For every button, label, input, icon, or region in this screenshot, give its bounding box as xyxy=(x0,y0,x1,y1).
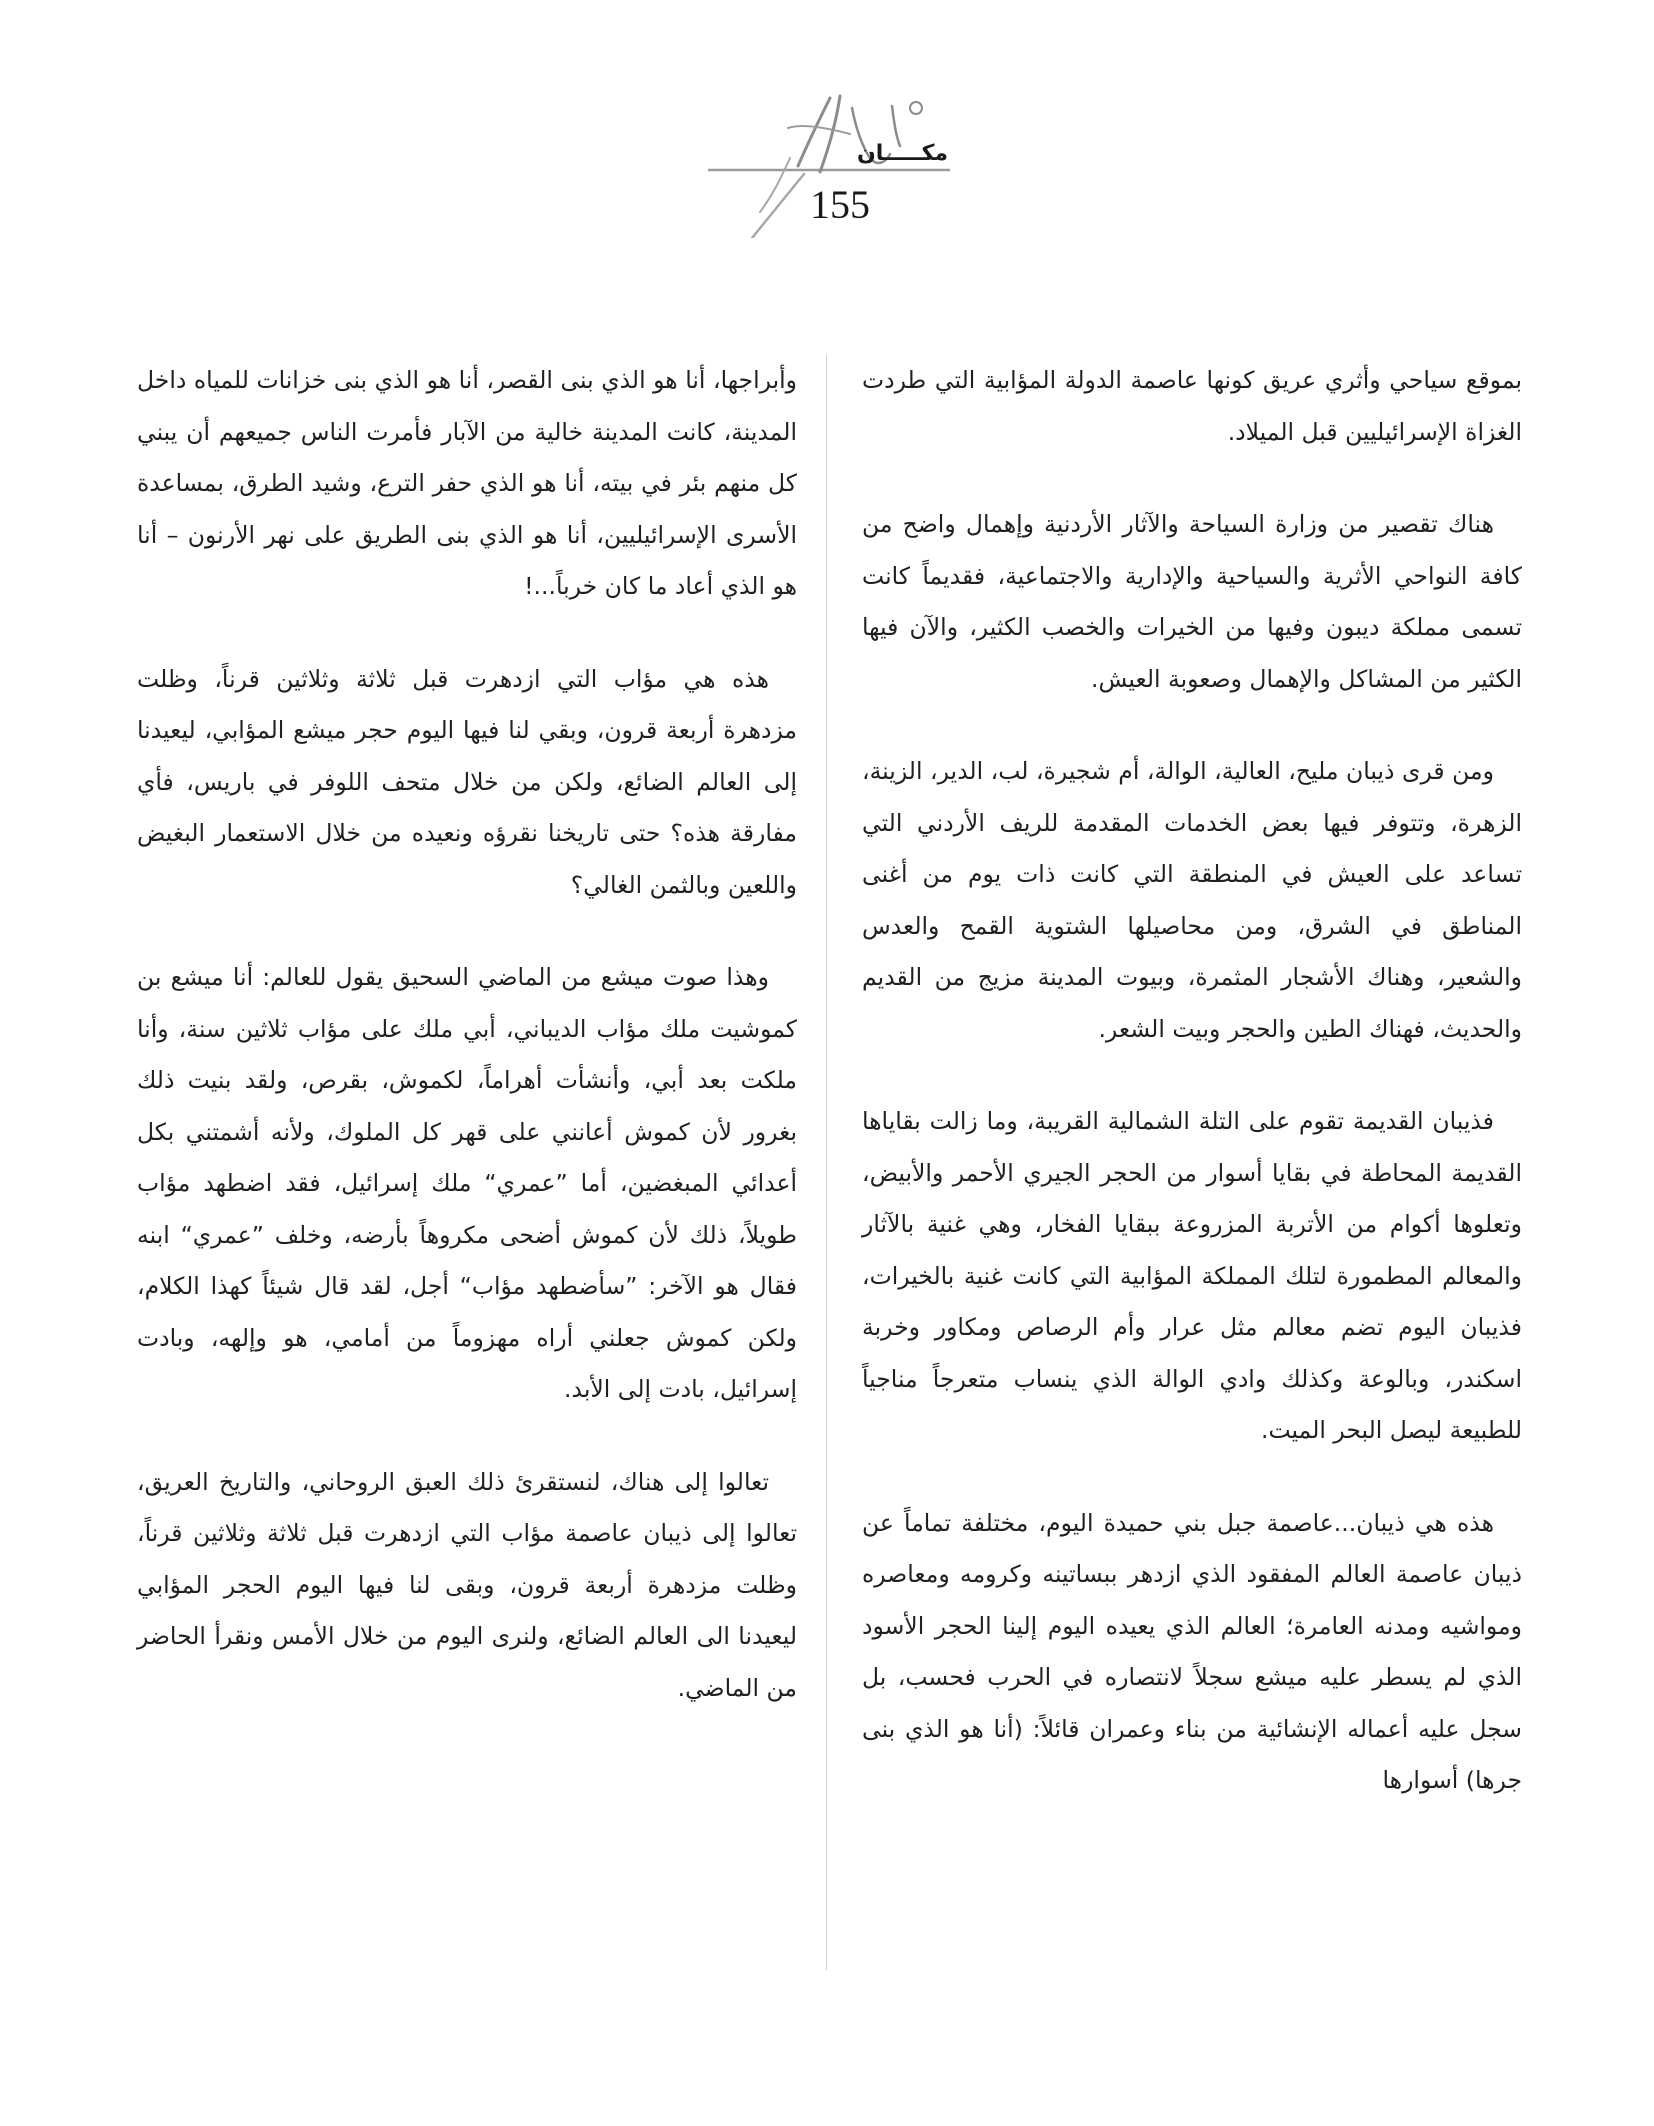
paragraph: وهذا صوت ميشع من الماضي السحيق يقول للعالم: أنا ميشع بن كموشيت ملك مؤاب الديباني، أبي ملك على مؤاب ثلاثين سنة، وأنا ملكت بعد أبي، وأنشأت أهراماً، لكموش، بقرص، ولقد بنيت ذلك بغرور لأن كموش أعانني على قهر كل الملوك، ولأنه أشمتني بكل أعدائي المبغضين، أما ”عمري“ ملك إسرائيل، فقد اضطهد مؤاب طويلاً، ذلك لأن كموش أضحى مكروهاً بأرضه، وخلف ”عمري“ ابنه فقال هو الآخر: ”سأضطهد مؤاب“ أجل، لقد قال شيئاً كهذا الكلام، ولكن كموش جعلني أراه مهزوماً من أمامي، هو وإلهه، وبادت إسرائيل، بادت إلى الأبد. xyxy=(137,963,797,1403)
paragraph: وأبراجها، أنا هو الذي بنى القصر، أنا هو الذي بنى خزانات للمياه داخل المدينة، كانت المدينة خالية من الآبار فأمرت الناس جميعهم أن يبني كل منهم بئر في بيته، أنا هو الذي حفر الترع، وشيد الطرق، بمساعدة الأسرى الإسرائيليين، أنا هو الذي بنى الطريق على نهر الأرنون – أنا هو الذي أعاد ما كان خرباً...! xyxy=(137,366,797,600)
page-number: 155 xyxy=(810,182,870,227)
article-column-right xyxy=(862,355,1522,1848)
paragraph: هذه هي ذيبان...عاصمة جبل بني حميدة اليوم، مختلفة تماماً عن ذيبان عاصمة العالم المفقود الذي ازدهر ببساتينه وكرومه ومعاصره ومواشيه ومدنه العامرة؛ العالم الذي يعيده اليوم إلينا الحجر الأسود الذي لم يسطر عليه ميشع سجلاً لانتصاره في الحرب فحسب، بل سجل عليه أعماله الإنشائية من بناء وعمران قائلاً: (أنا هو الذي بنى جرها) أسوارها xyxy=(862,1508,1522,1794)
paragraph: بموقع سياحي وأثري عريق كونها عاصمة الدولة المؤابية التي طردت الغزاة الإسرائيليين قبل الميلاد. xyxy=(862,366,1522,446)
paragraph: هذه هي مؤاب التي ازدهرت قبل ثلاثة وثلاثين قرناً، وظلت مزدهرة أربعة قرون، وبقي لنا فيها اليوم حجر ميشع المؤابي، ليعيدنا إلى العالم الضائع، ولكن من خلال متحف اللوفر في باريس، فأي مفارقة هذه؟ حتى تاريخنا نقرؤه ونعيده من خلال الاستعمار البغيض واللعين وبالثمن الغالي؟ xyxy=(137,664,797,899)
page-header xyxy=(0,0,1654,240)
article-column-left xyxy=(137,355,797,1755)
paragraph: ومن قرى ذيبان مليح، العالية، الوالة، أم شجيرة، لب، الدير، الزينة، الزهرة، وتتوفر فيها بعض الخدمات المقدمة للريف الأردني التي تساعد على العيش في المنطقة التي كانت ذات يوم من أغنى المناطق في الشرق، ومن محاصيلها الشتوية القمح والعدس والشعير، وهناك الأشجار المثمرة، وبيوت المدينة مزيج من القديم والحديث، فهناك الطين والحجر وبيت الشعر. xyxy=(862,757,1522,1043)
paragraph: تعالوا إلى هناك، لنستقرئ ذلك العبق الروحاني، والتاريخ العريق، تعالوا إلى ذيبان عاصمة مؤاب التي ازدهرت قبل ثلاثة وثلاثين قرناً، وظلت مزدهرة أربعة قرون، وبقى لنا فيها اليوم الحجر المؤابي ليعيدنا الى العالم الضائع، ولنرى اليوم من خلال الأمس ونقرأ الحاضر من الماضي. xyxy=(137,1467,797,1702)
paragraph: فذيبان القديمة تقوم على التلة الشمالية القريبة، وما زالت بقاياها القديمة المحاطة في بقايا أسوار من الحجر الجيري الأحمر والأبيض، وتعلوها أكوام من الأتربة المزروعة ببقايا الفخار، وهي غنية بالآثار والمعالم المطمورة لتلك المملكة المؤابية التي كانت غنية بالخيرات، فذيبان اليوم تضم معالم مثل عرار وأم الرصاص ومكاور وخربة اسكندر، وبالوعة وكذلك وادي الوالة الذي ينساب متعرجاً مناجياً للطبيعة ليصل البحر الميت. xyxy=(862,1107,1522,1444)
column-divider xyxy=(826,355,827,1970)
magazine-name-label: مكـــــان xyxy=(856,141,948,166)
paragraph: هناك تقصير من وزارة السياحة والآثار الأردنية وإهمال واضح من كافة النواحي الأثرية والسياحية والإدارية والاجتماعية، فقديماً كانت تسمى مملكة ديبون وفيها من الخيرات والخصب الكثير، والآن فيها الكثير من المشاكل والإهمال وصعوبة العيش. xyxy=(862,510,1522,693)
